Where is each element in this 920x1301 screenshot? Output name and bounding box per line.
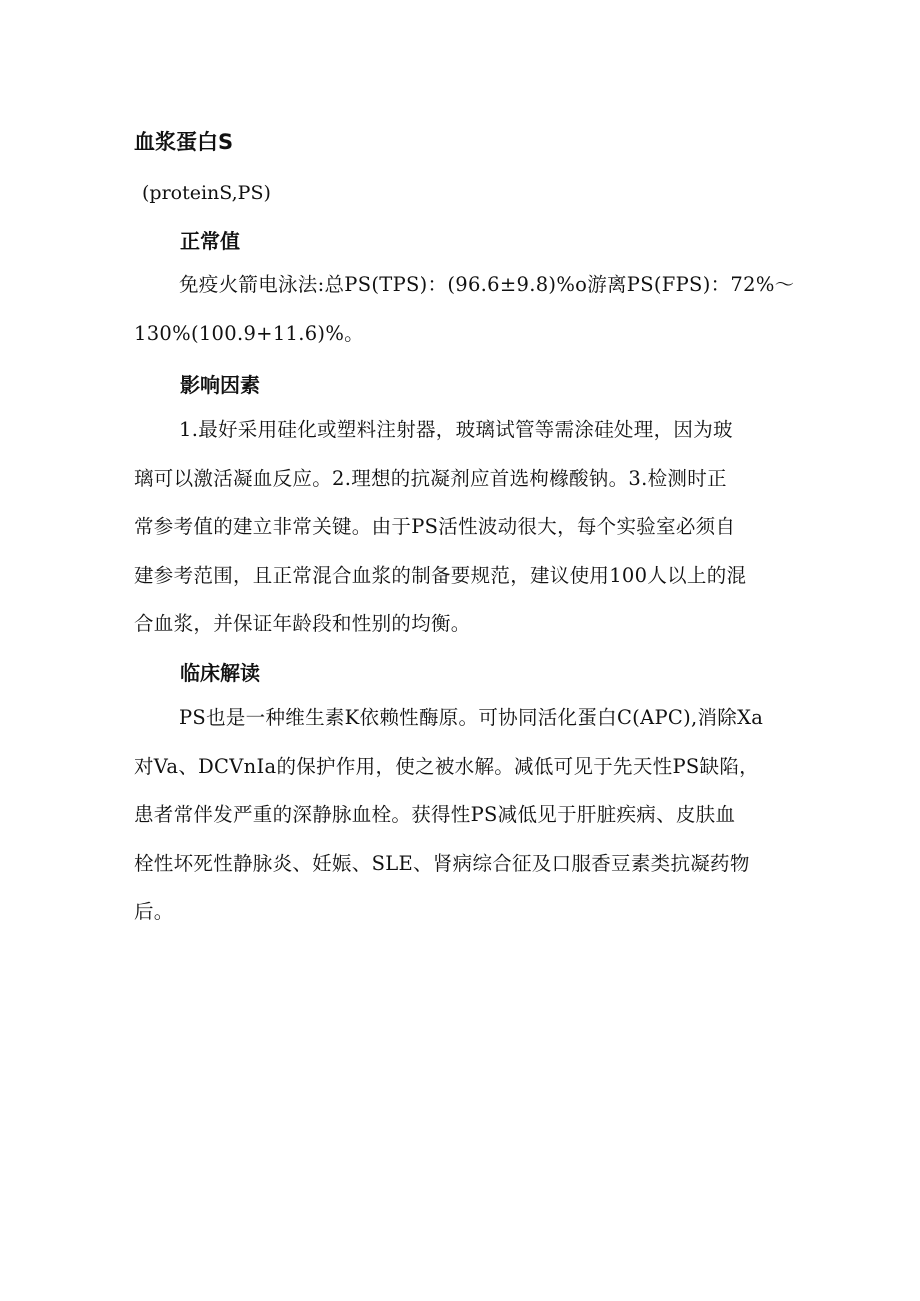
normal-value-paragraph bbox=[134, 261, 795, 358]
paragraph-line: 璃可以激活凝血反应。2.理想的抗凝剂应首选枸橼酸钠。3.检测时正 bbox=[134, 466, 727, 490]
section-heading-normal-value: 正常值 bbox=[180, 229, 240, 253]
document-subtitle: (proteinS,PS) bbox=[142, 182, 271, 204]
paragraph-line: 对Va、DCVnIa的保护作用，使之被水解。减低可见于先天性PS缺陷， bbox=[134, 754, 759, 778]
paragraph-line: 1.最好采用硅化或塑料注射器，玻璃试管等需涂硅处理，因为玻 bbox=[179, 418, 733, 441]
section-heading-clinical: 临床解读 bbox=[180, 661, 260, 685]
paragraph-line: PS也是一种维生素K依赖性酶原。可协同活化蛋白C(APC),消除Xa bbox=[179, 706, 764, 729]
factors-paragraph bbox=[134, 406, 790, 649]
paragraph-line: 免疫火箭电泳法:总PS(TPS)：(96.6±9.8)%o游离PS(FPS)：72%～ bbox=[179, 273, 795, 296]
section-heading-factors: 影响因素 bbox=[180, 373, 260, 397]
paragraph-line: 130%(100.9+11.6)%。 bbox=[134, 321, 364, 345]
paragraph-line: 患者常伴发严重的深静脉血栓。获得性PS减低见于肝脏疾病、皮肤血 bbox=[134, 803, 736, 826]
paragraph-line: 合血浆，并保证年龄段和性别的均衡。 bbox=[134, 612, 471, 635]
paragraph-line: 栓性坏死性静脉炎、妊娠、SLE、肾病综合征及口服香豆素类抗凝药物 bbox=[134, 851, 750, 875]
paragraph-line: 后。 bbox=[134, 900, 174, 923]
document-title: 血浆蛋白S bbox=[134, 130, 234, 154]
paragraph-line: 建参考范围，且正常混合血浆的制备要规范，建议使用100人以上的混 bbox=[134, 563, 747, 587]
clinical-paragraph bbox=[134, 694, 790, 937]
paragraph-line: 常参考值的建立非常关键。由于PS活性波动很大，每个实验室必须自 bbox=[134, 515, 736, 538]
